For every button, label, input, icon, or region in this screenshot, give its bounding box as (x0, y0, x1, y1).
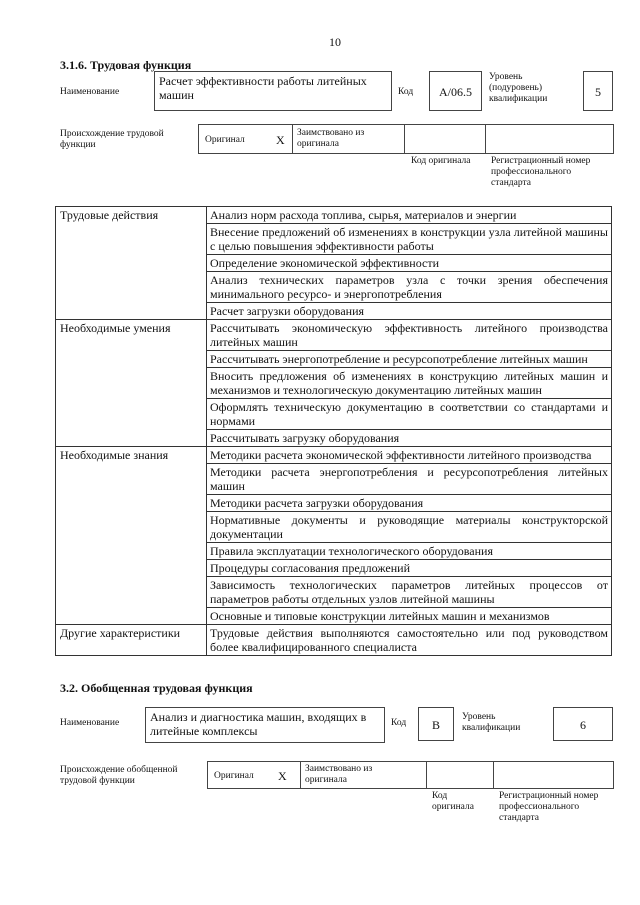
original-mark: X (276, 133, 285, 147)
category-cell: Необходимые умения (56, 320, 207, 447)
reg-number-box-2 (493, 761, 614, 789)
item-cell: Расчет загрузки оборудования (207, 303, 612, 320)
item-cell: Методики расчета энергопотребления и ресурсопотребления литейных машин (207, 464, 612, 495)
page-number: 10 (329, 35, 341, 49)
name-label-2: Наименование (60, 718, 120, 728)
code-original-label-2: Код оригинала (432, 791, 474, 812)
code-original-box (404, 124, 486, 154)
code-original-label: Код оригинала (411, 156, 471, 166)
origin-label-2: Происхождение обобщенной трудовой функции (60, 765, 178, 786)
borrowed-box-2 (300, 761, 427, 789)
reg-number-label-2: Регистрационный номер профессионального стандарта (499, 791, 599, 823)
item-cell: Внесение предложений об изменениях в конструкции узла литейной машины с целью повышения эффективности работы (207, 224, 612, 255)
level-value-2: 6 (580, 718, 586, 732)
borrowed-label: Заимствовано из оригинала (297, 128, 365, 149)
item-cell: Нормативные документы и руководящие материалы конструкторской документации (207, 512, 612, 543)
origin-label: Происхождение трудовой функции (60, 129, 164, 150)
borrowed-label-2: Заимствовано из оригинала (305, 764, 373, 785)
item-cell: Оформлять техническую документацию в соответствии со стандартами и нормами (207, 399, 612, 430)
code-value: A/06.5 (439, 85, 472, 99)
level-box-2 (553, 707, 613, 741)
section-heading: 3.1.6. Трудовая функция (60, 58, 192, 72)
function-table (55, 206, 612, 656)
item-cell: Основные и типовые конструкции литейных машин и механизмов (207, 608, 612, 625)
section2-heading: 3.2. Обобщенная трудовая функция (60, 681, 253, 695)
item-cell: Вносить предложения об изменениях в конструкцию литейных машин и механизмов и технологическую документацию литейных машин (207, 368, 612, 399)
item-cell: Рассчитывать энергопотребление и ресурсопотребление литейных машин (207, 351, 612, 368)
table-row (56, 320, 612, 351)
level-label: Уровень (подуровень) квалификации (489, 72, 548, 104)
borrowed-box (292, 124, 405, 154)
item-cell: Рассчитывать экономическую эффективность литейного производства литейных машин (207, 320, 612, 351)
table-row (56, 447, 612, 464)
name-value: Расчет эффективности работы литейных машин (159, 74, 367, 102)
code-label-2: Код (391, 718, 407, 728)
item-cell: Процедуры согласования предложений (207, 560, 612, 577)
item-cell: Трудовые действия выполняются самостоятельно или под руководством более квалифицированного специалиста (207, 625, 612, 656)
original-label-2: Оригинал (214, 771, 254, 781)
level-box (583, 71, 613, 111)
original-label: Оригинал (205, 135, 245, 145)
level-value: 5 (595, 85, 601, 99)
level-label-2: Уровень квалификации (462, 712, 521, 733)
name-value-2: Анализ и диагностика машин, входящих в литейные комплексы (150, 710, 367, 738)
code-box (429, 71, 482, 111)
code-value-2: B (431, 718, 440, 732)
name-value-box (154, 71, 392, 111)
item-cell: Методики расчета экономической эффективности литейного производства (207, 447, 612, 464)
item-cell: Правила эксплуатации технологического оборудования (207, 543, 612, 560)
code-original-box-2 (426, 761, 494, 789)
item-cell: Анализ норм расхода топлива, сырья, материалов и энергии (207, 207, 612, 224)
item-cell: Определение экономической эффективности (207, 255, 612, 272)
item-cell: Методики расчета загрузки оборудования (207, 495, 612, 512)
item-cell: Рассчитывать загрузку оборудования (207, 430, 612, 447)
name-label: Наименование (60, 87, 120, 97)
reg-number-box (485, 124, 614, 154)
name-value-box-2 (145, 707, 385, 743)
item-cell: Зависимость технологических параметров литейных процессов от параметров работы отдельных узлов литейной машины (207, 577, 612, 608)
original-box (198, 124, 293, 154)
category-cell: Необходимые знания (56, 447, 207, 625)
category-cell: Другие характеристики (56, 625, 207, 656)
item-cell: Анализ технических параметров узла с точки зрения обеспечения минимального ресурсо- и энергопотребления (207, 272, 612, 303)
original-box-2 (207, 761, 301, 789)
table-row (56, 625, 612, 656)
reg-number-label: Регистрационный номер профессионального стандарта (491, 156, 591, 188)
code-box-2 (418, 707, 454, 741)
category-cell: Трудовые действия (56, 207, 207, 320)
code-label: Код (398, 87, 414, 97)
table-row (56, 207, 612, 224)
original-mark-2: X (278, 769, 287, 783)
